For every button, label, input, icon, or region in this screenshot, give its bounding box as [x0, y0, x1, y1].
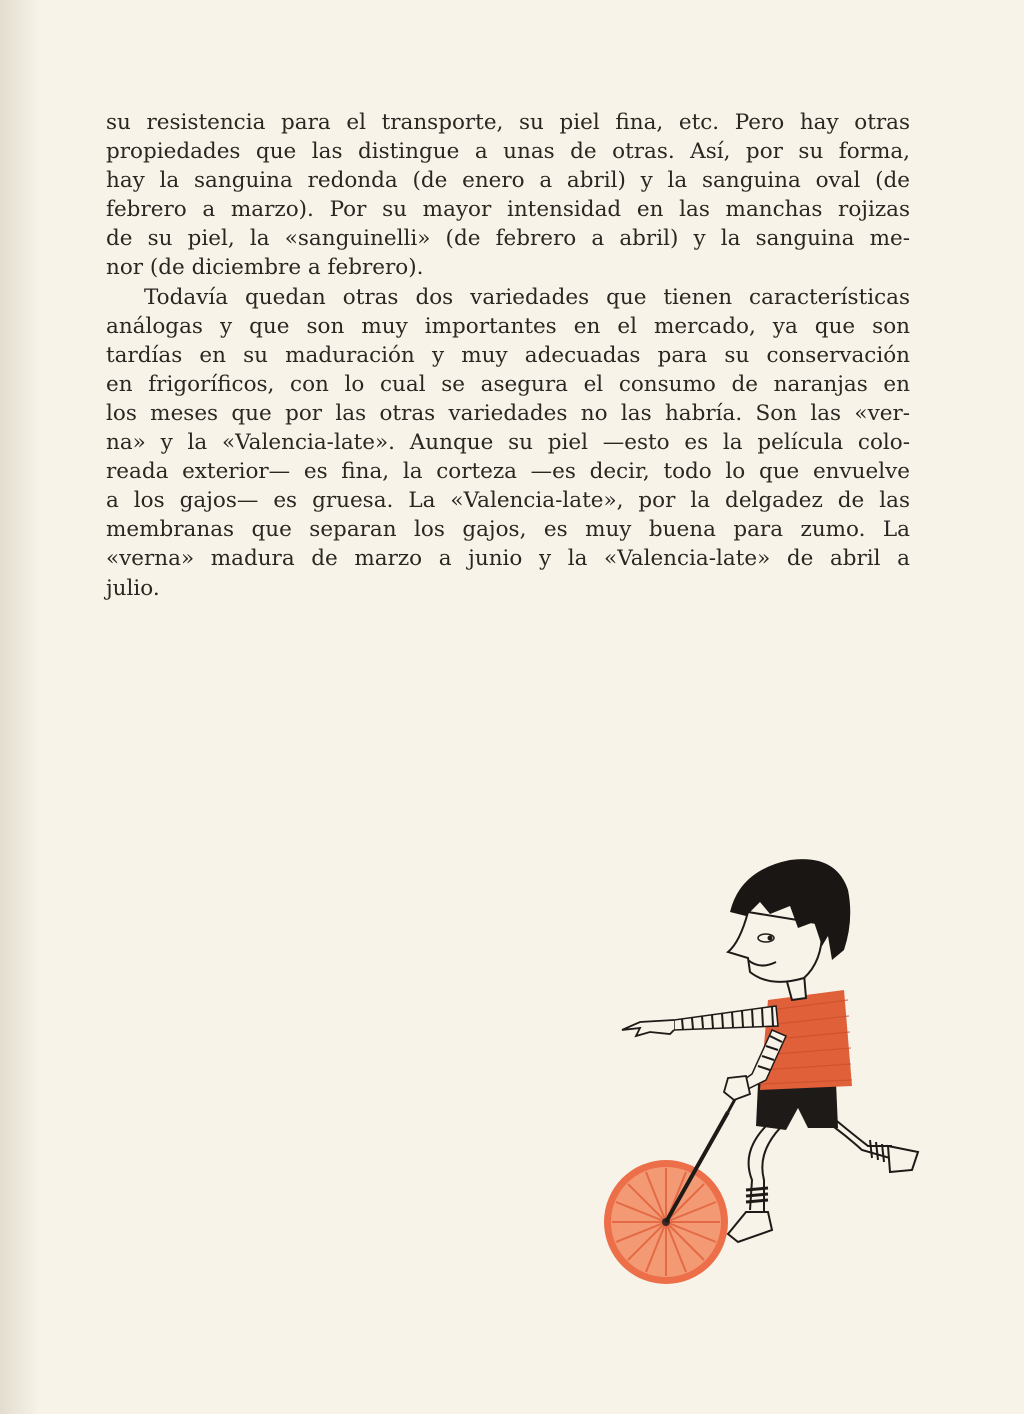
text-line: de su piel, la «sanguinelli» (de febrero a abril) y la sanguina me- [106, 226, 910, 252]
text-line: membranas que separan los gajos, es muy buena para zumo. La [106, 517, 910, 543]
text-line: a los gajos— es gruesa. La «Valencia-late», por la delgadez de las [106, 488, 910, 514]
boy-with-orange-illustration [600, 850, 930, 1290]
text-line: Todavía quedan otras dos variedades que tienen características [144, 284, 910, 310]
text-line: análogas y que son muy importantes en el mercado, ya que son [106, 313, 910, 339]
paragraph-2 [106, 283, 910, 603]
pointing-arm [622, 1006, 778, 1036]
text-line: los meses que por las otras variedades no las habría. Son las «ver- [106, 400, 910, 426]
text-line: hay la sanguina redonda (de enero a abril) y la sanguina oval (de [106, 168, 910, 194]
body-text [106, 108, 910, 603]
text-line: na» y la «Valencia-late». Aunque su piel —esto es la película colo- [106, 430, 910, 456]
text-line: tardías en su maduración y muy adecuadas para su conservación [106, 342, 910, 368]
text-line: julio. [106, 575, 160, 601]
text-line: en frigoríficos, con lo cual se asegura el consumo de naranjas en [106, 371, 910, 397]
text-line: febrero a marzo). Por su mayor intensidad en las manchas rojizas [106, 197, 910, 223]
text-line: propiedades que las distingue a unas de otras. Así, por su forma, [106, 139, 910, 165]
text-line: reada exterior— es fina, la corteza —es decir, todo lo que envuelve [106, 459, 910, 485]
text-line: nor (de diciembre a febrero). [106, 255, 424, 281]
text-line: su resistencia para el transporte, su piel fina, etc. Pero hay otras [106, 110, 910, 135]
paragraph-1 [106, 108, 910, 283]
boy-head [728, 859, 850, 982]
front-leg [728, 1122, 786, 1242]
text-line: «verna» madura de marzo a junio y la «Valencia-late» de abril a [106, 546, 910, 572]
